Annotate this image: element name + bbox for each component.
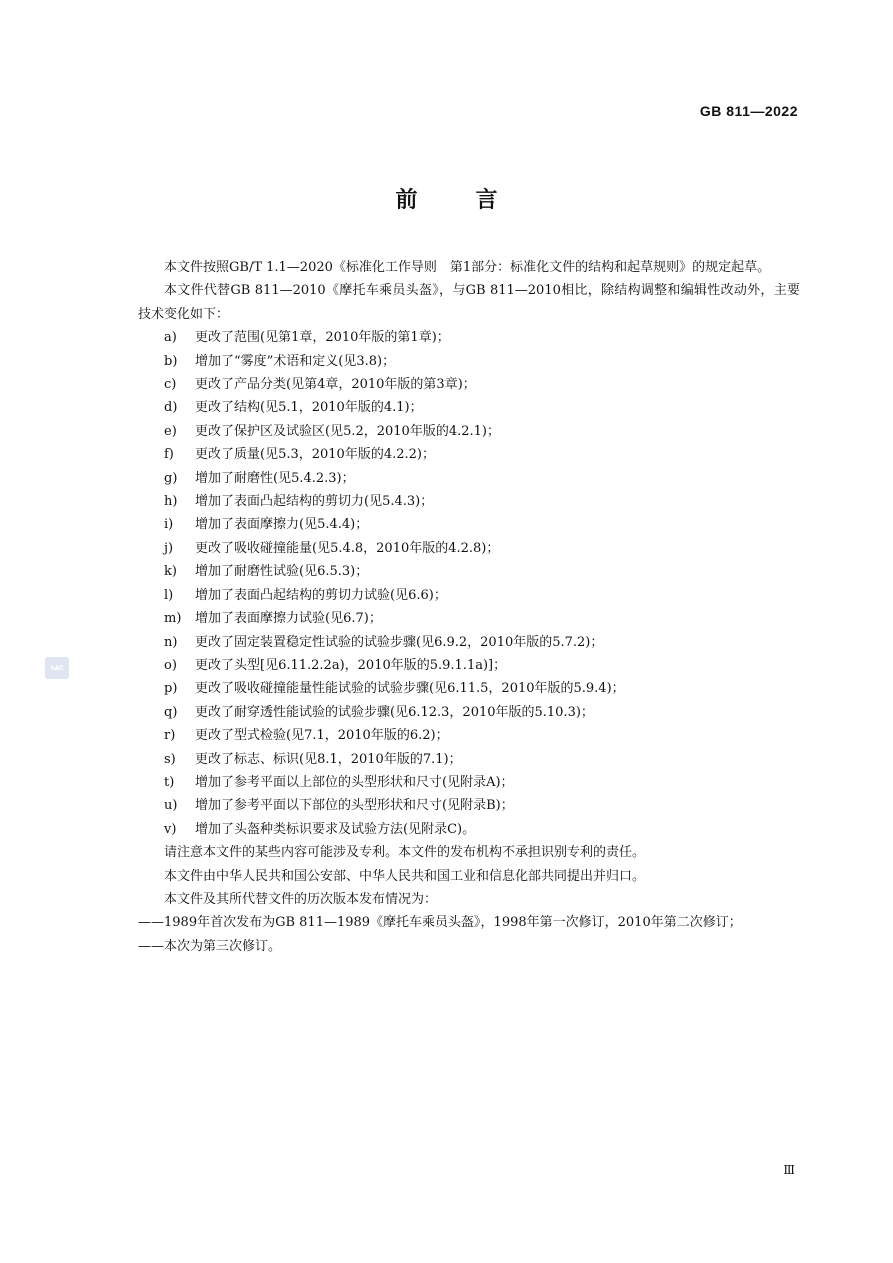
list-item [138,490,800,513]
list-item [138,443,800,466]
list-item-label: o) [164,657,177,673]
paragraph-drafting-rules: 本文件按照GB/T 1.1—2020《标准化工作导则 第1部分：标准化文件的结构和起草规则》的规定起草。 [164,260,771,275]
list-item [138,818,800,841]
list-item-text: 增加了耐磨性试验(见6.5.3)； [195,564,369,580]
list-item [138,326,800,349]
list-item-text: 更改了范围(见第1章，2010年版的第1章)； [195,330,450,346]
list-item [138,537,800,560]
list-item-label: q) [164,704,178,720]
list-item-label: j) [164,540,174,556]
list-item [138,654,800,677]
list-item [138,607,800,630]
list-item-label: r) [164,728,176,744]
list-item-text: 更改了吸收碰撞能量性能试验的试验步骤(见6.11.5，2010年版的5.9.4)； [195,681,625,697]
list-item [138,420,800,443]
list-item [138,677,800,700]
list-item-text: 增加了表面凸起结构的剪切力试验(见6.6)； [195,587,447,603]
page-number: Ⅲ [783,1163,795,1177]
list-item-text: 更改了吸收碰撞能量(见5.4.8，2010年版的4.2.8)； [195,540,500,556]
list-item-label: n) [164,634,178,650]
history-list [138,911,800,958]
changes-list [138,326,800,841]
history-item: ——本次为第三次修订。 [138,938,282,954]
history-item: ——1989年首次发布为GB 811—1989《摩托车乘员头盔》，1998年第一次修订，2010年第二次修订； [138,915,742,931]
list-item-label: c) [164,377,177,393]
list-item [138,584,800,607]
document-code: GB 811—2022 [699,103,798,119]
list-item [138,794,800,817]
list-item-text: 更改了质量(见5.3，2010年版的4.2.2)； [195,447,435,463]
list-item [138,724,800,747]
paragraph-patent-notice: 请注意本文件的某些内容可能涉及专利。本文件的发布机构不承担识别专利的责任。 [164,845,646,861]
list-item [138,631,800,654]
list-item-text: 更改了耐穿透性能试验的试验步骤(见6.12.3，2010年版的5.10.3)； [195,704,594,720]
list-item-label: h) [164,494,178,510]
watermark-stamp: SAC [45,657,69,679]
list-item-label: k) [164,564,177,580]
list-item-text: 增加了耐磨性(见5.4.2.3)； [195,470,355,486]
paragraph-history-intro: 本文件及其所代替文件的历次版本发布情况为： [164,891,438,907]
list-item-label: l) [164,587,174,603]
document-body [138,256,800,958]
list-item-label: v) [164,821,177,837]
list-item-label: p) [164,681,178,697]
list-item-label: t) [164,774,175,790]
list-item-text: 增加了表面凸起结构的剪切力(见5.4.3)； [195,494,434,510]
list-item-text: 增加了表面摩擦力试验(见6.7)； [195,611,382,627]
list-item [138,396,800,419]
list-item [138,560,800,583]
list-item-label: m) [164,611,182,627]
list-item-text: 更改了型式检验(见7.1，2010年版的6.2)； [195,728,449,744]
list-item [138,373,800,396]
list-item [138,467,800,490]
page-title [0,183,893,214]
list-item [138,771,800,794]
list-item [138,701,800,724]
list-item-text: 更改了固定装置稳定性试验的试验步骤(见6.9.2，2010年版的5.7.2)； [195,634,604,650]
list-item-text: 增加了参考平面以上部位的头型形状和尺寸(见附录A)； [195,774,514,790]
list-item-label: i) [164,517,174,533]
list-item-label: b) [164,353,178,369]
list-item-label: f) [164,447,174,463]
paragraph-proposer: 本文件由中华人民共和国公安部、中华人民共和国工业和信息化部共同提出并归口。 [164,868,646,884]
list-item-label: s) [164,751,176,767]
list-item-text: 增加了头盔种类标识要求及试验方法(见附录C)。 [195,821,476,837]
paragraph-replacement: 本文件代替GB 811—2010《摩托车乘员头盔》，与GB 811—2010相比，除结构调整和编辑性改动外，主要技术变化如下： [138,283,800,322]
list-item-text: 更改了标志、标识(见8.1，2010年版的7.1)； [195,751,462,767]
list-item-label: d) [164,400,178,416]
list-item-text: 更改了产品分类(见第4章，2010年版的第3章)； [195,377,476,393]
title-char-right: 言 [475,188,498,213]
list-item-text: 增加了“雾度”术语和定义(见3.8)； [195,353,396,369]
list-item-label: e) [164,423,177,439]
list-item-text: 更改了保护区及试验区(见5.2，2010年版的4.2.1)； [195,423,500,439]
list-item [138,350,800,373]
title-char-left: 前 [395,188,418,213]
list-item-label: g) [164,470,178,486]
list-item [138,748,800,771]
list-item-text: 更改了头型[见6.11.2.2a)，2010年版的5.9.1.1a)]； [195,657,507,673]
list-item-text: 增加了参考平面以下部位的头型形状和尺寸(见附录B)； [195,798,514,814]
list-item-text: 增加了表面摩擦力(见5.4.4)； [195,517,369,533]
list-item-text: 更改了结构(见5.1，2010年版的4.1)； [195,400,423,416]
list-item-label: a) [164,330,177,346]
list-item-label: u) [164,798,178,814]
list-item [138,513,800,536]
